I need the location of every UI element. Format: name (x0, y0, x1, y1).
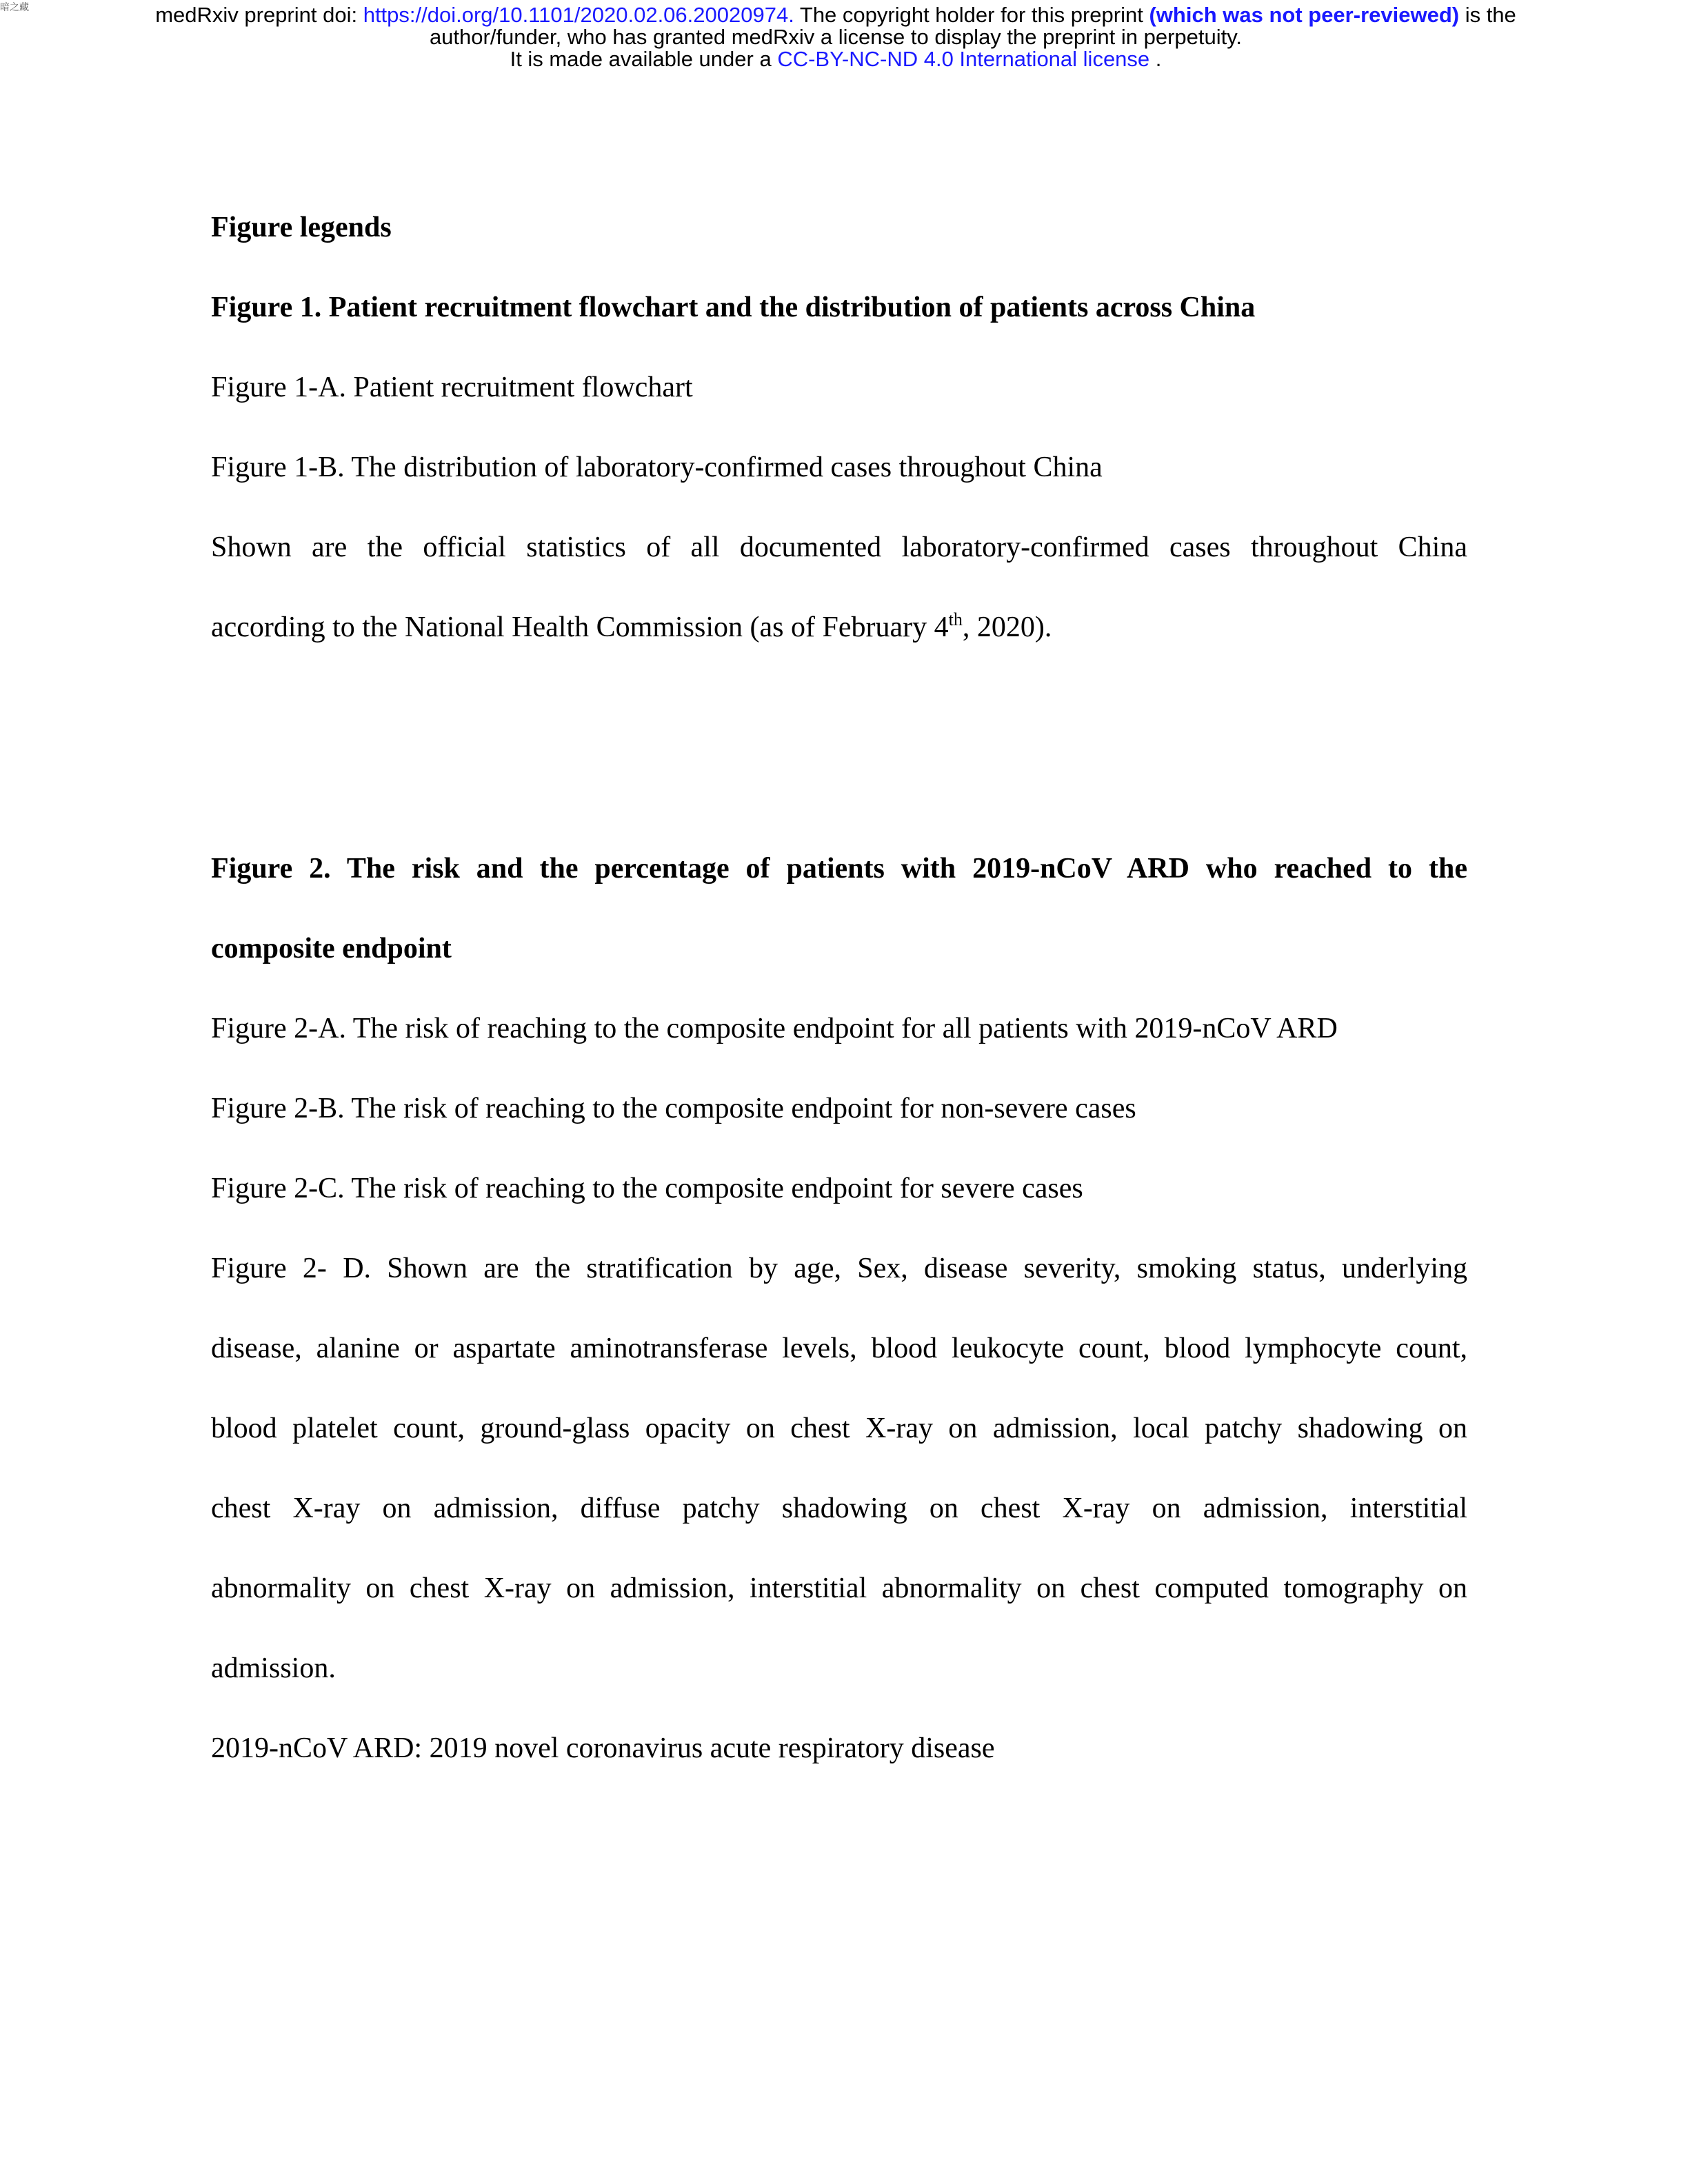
figure-1b-legend: Figure 1-B. The distribution of laboratory-confirmed cases throughout China (211, 452, 1103, 483)
figure-2c-legend: Figure 2-C. The risk of reaching to the composite endpoint for severe cases (211, 1173, 1083, 1204)
figure-2d-legend-line: chest X-ray on admission, diffuse patchy shadowing on chest X-ray on admission, interstitial (211, 1493, 1467, 1524)
figure-2d-legend-line: disease, alanine or aspartate aminotransferase levels, blood leukocyte count, blood lymphocyte count, (211, 1333, 1467, 1364)
figure-2d-legend-line: Figure 2- D. Shown are the stratification by age, Sex, disease severity, smoking status, underlying (211, 1253, 1467, 1284)
section-heading: Figure legends (211, 212, 392, 243)
figure-2b-legend: Figure 2-B. The risk of reaching to the composite endpoint for non-severe cases (211, 1093, 1136, 1124)
figure-2d-legend-line: abnormality on chest X-ray on admission, interstitial abnormality on chest computed tomography on (211, 1573, 1467, 1604)
doi-link[interactable]: https://doi.org/10.1101/2020.02.06.20020974. (363, 3, 794, 27)
header-suffix: is the (1459, 3, 1516, 27)
figure-2-title-line: composite endpoint (211, 933, 452, 964)
date-year-text: , 2020). (962, 611, 1052, 643)
figure-1b-description-line (211, 587, 1052, 667)
header-line-3 (0, 48, 1671, 70)
date-text: according to the National Health Commission (as of February 4 (211, 611, 949, 643)
abbreviation-note: 2019-nCoV ARD: 2019 novel coronavirus acute respiratory disease (211, 1732, 995, 1764)
header-copyright-text: The copyright holder for this preprint (794, 3, 1149, 27)
figure-1-title: Figure 1. Patient recruitment flowchart and the distribution of patients across China (211, 292, 1256, 323)
license-link[interactable]: CC-BY-NC-ND 4.0 International license (777, 47, 1150, 71)
figure-2d-legend-line: blood platelet count, ground-glass opacity on chest X-ray on admission, local patchy shadowing on (211, 1413, 1467, 1444)
figure-2-title-line: Figure 2. The risk and the percentage of patients with 2019-nCoV ARD who reached to the (211, 853, 1467, 884)
peer-review-note: (which was not peer-reviewed) (1149, 3, 1460, 27)
license-suffix: . (1149, 47, 1162, 71)
license-prefix: It is made available under a (510, 47, 778, 71)
figure-2d-legend-line: admission. (211, 1652, 336, 1684)
ordinal-superscript: th (948, 609, 963, 629)
header-line-1 (0, 4, 1671, 26)
figure-1b-description-line: Shown are the official statistics of all documented laboratory-confirmed cases throughout China (211, 532, 1467, 563)
header-line-2: author/funder, who has granted medRxiv a license to display the preprint in perpetuity. (429, 25, 1243, 49)
corner-watermark: 暗之藏 (0, 2, 29, 13)
header-prefix: medRxiv preprint doi: (155, 3, 363, 27)
preprint-header (0, 4, 1671, 70)
figure-2a-legend: Figure 2-A. The risk of reaching to the composite endpoint for all patients with 2019-nCoV ARD (211, 1013, 1338, 1044)
figure-1a-legend: Figure 1-A. Patient recruitment flowchart (211, 372, 693, 403)
